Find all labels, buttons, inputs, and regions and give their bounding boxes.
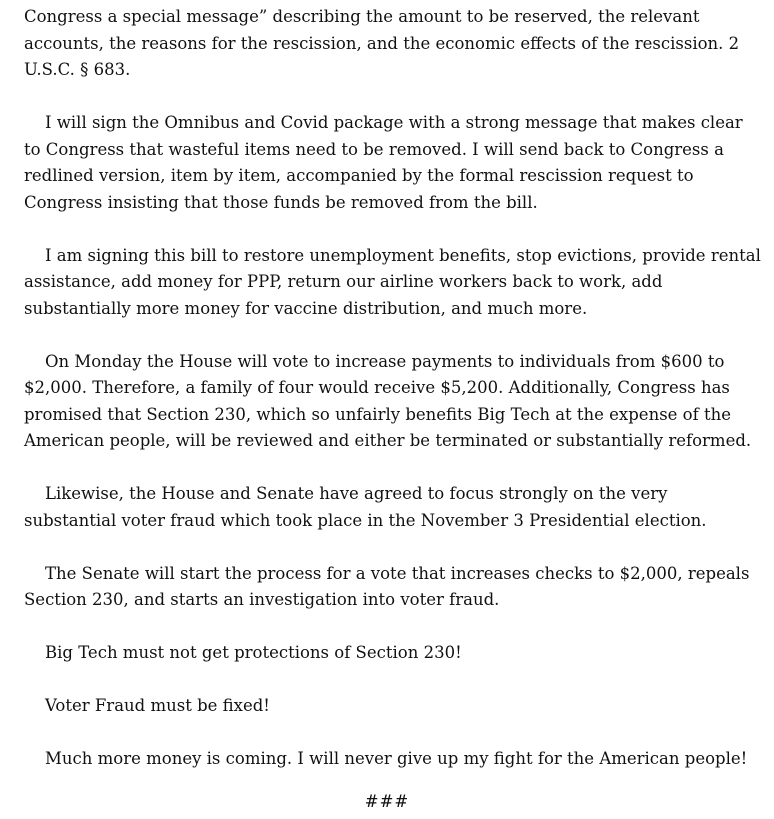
paragraph-sign-omnibus: I will sign the Omnibus and Covid package with a strong message that makes clear to Congress that wasteful items need to be removed. I will send back to Congress a redlined version, item by item, accompanied by the formal rescission request to Congress insisting that those funds be removed from the bill. bbox=[24, 113, 743, 212]
paragraph-more-money: Much more money is coming. I will never give up my fight for the American people! bbox=[45, 749, 748, 768]
paragraph-voter-fraud-fixed: Voter Fraud must be fixed! bbox=[45, 696, 270, 715]
paragraph-senate-process: The Senate will start the process for a vote that increases checks to $2,000, repeals Section 230, and starts an investigation into voter fraud. bbox=[24, 563, 750, 609]
end-mark: ### bbox=[364, 792, 410, 811]
document-body bbox=[24, 4, 764, 799]
paragraph-house-vote: On Monday the House will vote to increase payments to individuals from $600 to $2,000. Therefore, a family of four would receive $5,200. Additionally, Congress has promised that Section 230, which so unfairly benefits Big Tech at the expense of the American people, will be reviewed and either be terminated or substantially reformed. bbox=[24, 351, 752, 450]
paragraph-bill-benefits: I am signing this bill to restore unemployment benefits, stop evictions, provide rental assistance, add money for PPP, return our airline workers back to work, add substantially more money for vaccine distribution, and much more. bbox=[24, 245, 761, 318]
paragraph-rescission-message: Congress a special message” describing the amount to be reserved, the relevant accounts, the reasons for the rescission, and the economic effects of the rescission. 2 U.S.C. § 683. bbox=[24, 7, 740, 79]
paragraph-big-tech: Big Tech must not get protections of Section 230! bbox=[45, 643, 462, 662]
paragraph-voter-fraud-focus: Likewise, the House and Senate have agreed to focus strongly on the very substantial voter fraud which took place in the November 3 Presidential election. bbox=[24, 484, 707, 530]
